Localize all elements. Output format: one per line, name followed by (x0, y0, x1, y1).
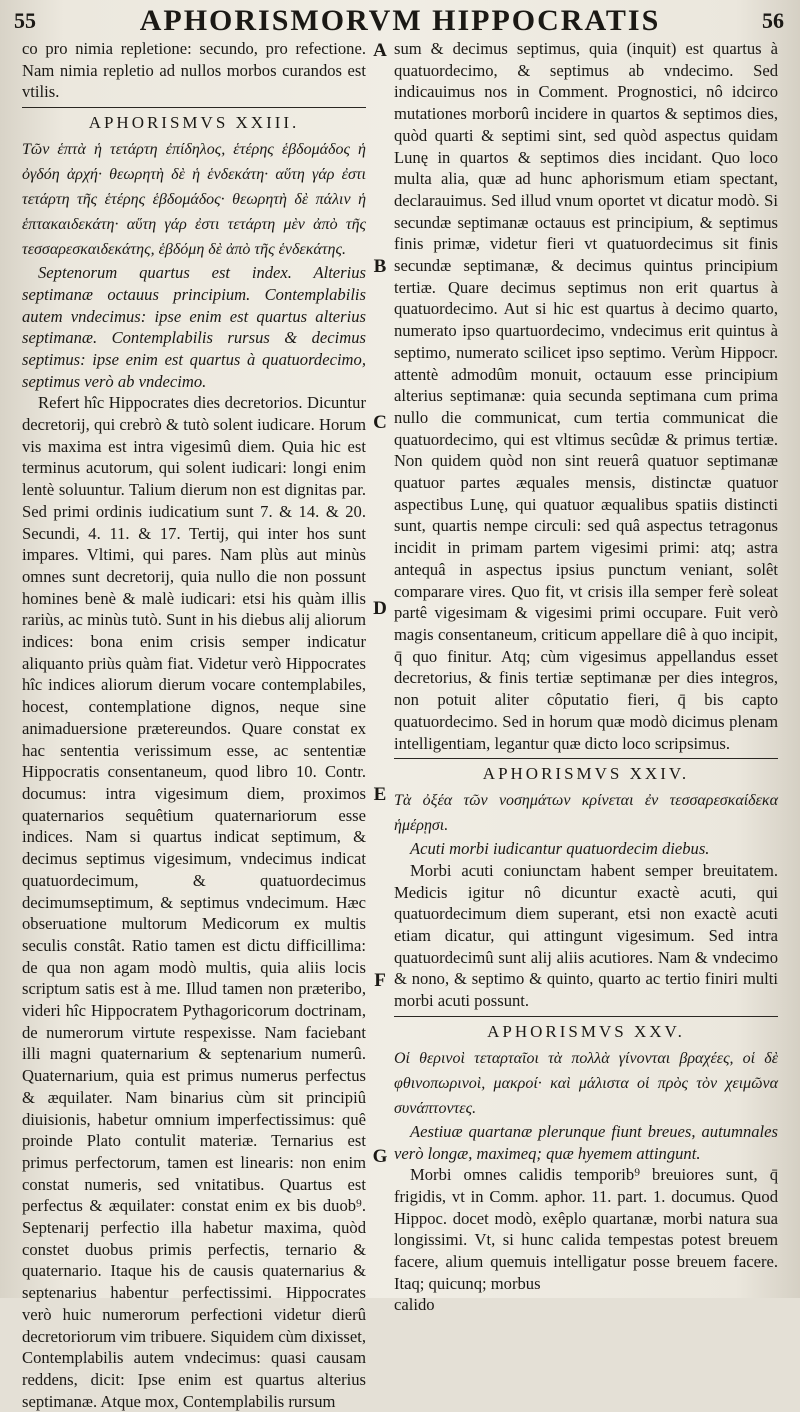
aphorism-25-greek: Οἱ θερινοὶ τεταρταῖοι τὰ πολλὰ γίνονται βραχέες, οἱ δὲ φθινοπωρινοὶ, μακροί· καὶ μάλιστα οἱ πρὸς τὸν χειμῶνα συνάπτοντες. (394, 1049, 778, 1117)
margin-letter-c: C (373, 412, 387, 433)
aphorism-25-heading: APHORISMVS XXV. (487, 1021, 685, 1041)
margin-letter-d: D (373, 598, 387, 619)
left-column (22, 38, 366, 1411)
aphorism-23-latin: Septenorum quartus est index. Alterius septimanæ octauus principium. Contemplabilis autem vndecimus: ipse enim est quartus alterius septimanæ. Contemplabilis rursus & decimus septimus: ipse enim est quartus à quatuordecimo, septimus verò ab vndecimo. (22, 263, 366, 391)
aphorism-24-greek: Τὰ ὀξέα τῶν νοσημάτων κρίνεται ἐν τεσσαρεσκαίδεκα ἡμέρῃσι. (394, 792, 778, 835)
aphorism-24-latin: Acuti morbi iudicantur quatuordecim diebus. (410, 839, 710, 859)
left-continuation: co pro nimia repletione: secundo, pro refectione. Nam nimia repletio ad nullos morbos curandos est vtilis. (22, 39, 366, 102)
margin-letter-f: F (374, 970, 386, 991)
margin-letter-b: B (373, 256, 387, 277)
aphorism-24-heading: APHORISMVS XXIV. (482, 764, 690, 784)
catchword: calido (394, 1295, 435, 1315)
margin-letter-e: E (373, 784, 387, 805)
right-continuation: sum & decimus septimus, quia (inquit) est quartus à quatuordecimo, & septimus ab vndecimo. Sed indicauimus nos in Comment. Prognostici, nô idcirco mutationes morborû incidere in quartos & septimos dies, quòd quarti & septimi sint, sed quòd aspectus quidam Lunę in quartos & septimos dies incidant. Quo loco multa alia, quæ ad hunc aphorismum etiam spectant, declarauimus. Sed illud vnum oportet vt dicatur modò. Si secundæ septimanæ octauus est principium, & septimus finis primæ, videtur fieri vt quatuordecimus sit finis secundæ septimanæ, & decimus quintus principium tertiæ. Quare decimus septimus non erit quartus à quatuordecimo. Aut si hic est quartus à decimo quarto, numerato ipso quartuordecimo, vndecimus erit quintus à septimo, numerato scilicet ipso septimo. Verùm Hippocr. attentè admodûm monuit, octauum esse principium alterius septimanæ: quia secunda septimana cum prima nullo die communicat, cum tertia communicat die quatuordecimo, qui est vltimus secûdæ & primus tertiæ. Non quidem quòd non sint reuerâ quatuor septimanæ quatuor partes æquales mensis, distinctæ quatuor aspectibus Lunę, qui quatuor æqualibus spatiis distincti sunt, quartis nempe circuli: sed quâ aspectus tetragonus incidit in primam partem vigesimi primi: atq; astra antequâ in aspectus ipsius punctum veniant, solêt comparare vires. Quo fit, vt crisis illa semper ferè soleat partê vigesimam & vigesimi primi occupare. Fuit verò magis consentaneum, criticum appellare diê à quo incipit, q̄ quo finitur. Atq; cùm vigesimus appellandus esset decretorius, & finis tertiæ septimanæ per dies integros, non potuit aliter côputatio fieri, q̄ bis capto quatuordecimo. Sed in horum quæ modò dicimus plenam intelligentiam, legantur quæ dicto loco scripsimus. (394, 39, 778, 753)
rule-left-top (22, 107, 366, 108)
margin-letter-a: A (373, 40, 387, 61)
aphorism-25-latin: Aestiuæ quartanæ plerunque fiunt breues, autumnales verò longæ, maximeq; quæ hyemem attingunt. (394, 1121, 778, 1163)
running-head (0, 2, 800, 38)
folio-right: 56 (762, 8, 784, 33)
margin-letter-g: G (372, 1146, 388, 1167)
aphorism-24-commentary: Morbi acuti coniunctam habent semper breuitatem. Medicis igitur nô dicuntur exactè acuti, qui quatuordecimum diem superant, etsi non exactè acuti etiam dicatur, qui attingunt vigesimum. Sed intra quatuordecimû sunt alij aliis acutiores. Nam & vndecimo & nono, & septimo & quinto, quarto ac tertio finiri multi morbi acuti possunt. (394, 860, 778, 1011)
right-column (394, 38, 778, 1315)
aphorism-23-heading: APHORISMVS XXIII. (88, 113, 300, 133)
aphorism-23-commentary: Refert hîc Hippocrates dies decretorios. Dicuntur decretorij, qui crebrò & tutò solent iudicare. Horum vis maxima est intra vigesimû diem. Quia hic est terminus acutorum, qui solent iudicari: longi enim lentè soluuntur. Talium dierum non est dignitas par. Sed primi ordinis iudicatium sunt 7. & 14. & 20. Secundi, 4. 11. & 17. Tertij, qui inter hos sunt impares. Vltimi, qui pares. Nam plùs aut minùs omnes sunt decretorij, quia nullo die non possunt homines benè & malè iudicari: etsi his quàm illis rariùs, ac minùs tutò. Sunt in his diebus alij aliorum indices: bona enim crisis semper indicatur aliquanto priùs quàm fiat. Videtur verò Hippocrates hîc indices aliorum dierum vocare contemplabiles, hocest, contemplatione dignos, neque sine animaduersione prætereundos. Quare constat ex hac sententia verissimum esse, ac sententiæ Hippocratis consentaneum, quod libro 10. Contr. documus: intra vigesimum diem, proximos quaternarios sequêtium quaternariorum esse indices. Nam si quartus indicat septimum, & decimus septimus vigesimum, vndecimus indicat quatuordecimum, & quatuordecimus decimumseptimum, & septimus vndecimum. Hæc obseruatione multorum Medicorum ex multis seculis constât. Ratio tamen est dictu difficillima: de qua non agam modò multis, quia aliis locis scriptum satis est à me. Illud tamen non præteribo, videri hîc Hippocratem Pythagoricorum doctrinam, de numerorum virtute respexisse. Nam faciebant illi magni quaternarium & septenarium numerû. Quaternarium, quia est primus numerus perfectus & æquilater. Nam binarius cùm sit principiû diuisionis, habetur omnium imperfectissimus: quê proinde Plato contulit materiæ. Ternarius est primus perfectorum, tamen est linearis: non enim constat numeris, sed vnitatibus. Quartus est perfectus & æquilater: constat enim ex bis duob⁹. Septenarij perfectio illa habetur maxima, quòd constet duobus primis perfectis, ternario & quaternario. Itaque his de causis quaternarius & septenarius habentur perfectissimi. Hippocrates verò huic numerorum perfectioni videtur dierû decretoriorum vim tribuere. Siquidem cùm dixisset, Contemplabilis autem vndecimus: quasi causam reddens, dicit: Ipse enim est quartus alterius septimanæ. Atque mox, Contemplabilis rursum (22, 393, 366, 1411)
aphorism-23-greek: Τῶν ἑπτὰ ἡ τετάρτη ἐπίδηλος, ἑτέρης ἑβδομάδος ἡ ὀγδόη ἀρχή· θεωρητὴ δὲ ἡ ἑνδεκάτη· αὕτη γάρ ἐστι τετάρτη τῆς ἑτέρης ἑβδομάδος· θεωρητὴ δὲ πάλιν ἡ ἑπτακαιδεκάτη· αὕτη γάρ ἐστι τετάρτη μὲν ἀπὸ τῆς τεσσαρεσκαιδεκάτης, ἑβδόμη δὲ ἀπὸ τῆς ἑνδεκάτης. (22, 141, 366, 259)
running-title: APHORISMORVM HIPPOCRATIS (139, 4, 661, 37)
folio-left: 55 (14, 8, 36, 33)
rule-aphorism-25 (394, 1016, 778, 1017)
margin-letters (368, 0, 392, 1298)
aphorism-25-commentary: Morbi omnes calidis temporib⁹ breuiores sunt, q̄ frigidis, vt in Comm. aphor. 11. part. 1. documus. Quod Hippoc. docet modò, exêplo quartanæ, morbi natura sua longissimi. Vt, si hunc calida tempestas potest breuem facere, alium quemuis intelligatur posse breuem facere. Itaq; quicunq; morbus (394, 1165, 778, 1293)
rule-aphorism-24 (394, 758, 778, 759)
